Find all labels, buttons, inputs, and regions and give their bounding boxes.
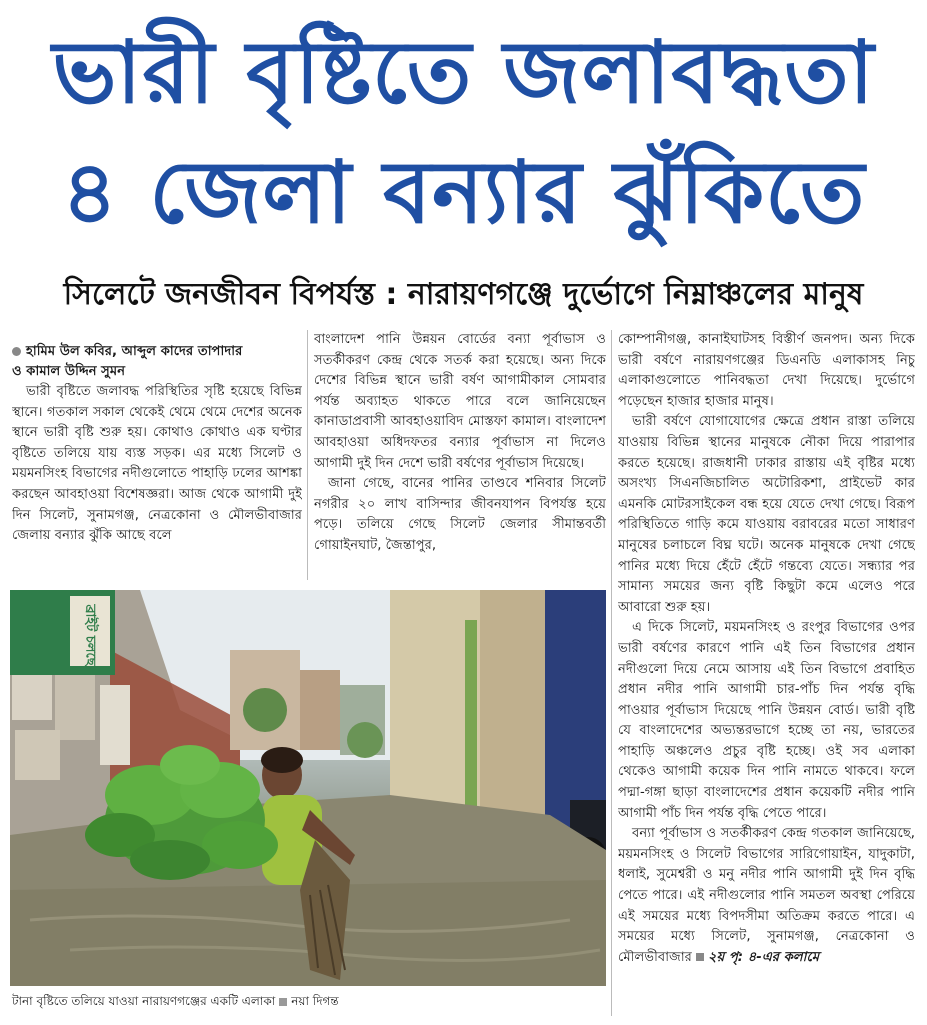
paragraph-text: বন্যা পূর্বাভাস ও সতর্কীকরণ কেন্দ্র গতকাল জানিয়েছে, ময়মনসিংহ ও সিলেট বিভাগের সারিগোয়াইন, যাদুকাটা, ধলাই, সুমেশ্বরী ও মনু নদীর পানি আগামী দুই দিন বৃদ্ধি পেতে পারে। এই নদীগুলোর পানি সমতল অবস্থা পেরিয়ে এই সময়ের মধ্যে বিপদসীমা অতিক্রম করতে পারে। এ সময়ের মধ্যে সিলেট, সুনামগঞ্জ, নেত্রকোনা ও মৌলভীবাজার	[618, 826, 915, 965]
article-column-1	[12, 342, 302, 580]
paragraph: ভারী বর্ষণে যোগাযোগের ক্ষেত্রে প্রধান রাস্তা তলিয়ে যাওয়ায় বিভিন্ন স্থানের মানুষকে নৌকা দিয়ে পারাপার করতে হয়েছে। রাজধানী ঢাকার রাস্তায় এই বৃষ্টির মধ্যে অসংখ্য সিএনজিচালিত অটোরিকশা, প্রাইভেট কার এমনকি মোটরসাইকেল বন্ধ হয়ে যেতে দেখা গেছে। বিরূপ পরিস্থিতিতে গাড়ি কমে যাওয়ায় বরাবরের মতো সাধারণ মানুষের চলাচলে বিঘ্ন ঘটে। অনেক মানুষকে দেখা গেছে পানির মধ্যে দিয়ে হেঁটে হেঁটে গন্তব্যে যেতে। সন্ধ্যার পর সামান্য সময়ের জন্য বৃষ্টি কিছুটা কমে এলেও পরে আবারো শুরু হয়।	[618, 414, 915, 615]
byline-line-1: হামিম উল কবির, আব্দুল কাদের তাপাদার	[26, 344, 243, 359]
paragraph	[618, 824, 915, 968]
photo-caption	[12, 993, 606, 1009]
square-bullet-icon	[279, 998, 287, 1006]
paragraph: ভারী বৃষ্টিতে জলাবদ্ধ পরিস্থিতির সৃষ্টি হয়েছে বিভিন্ন স্থানে। গতকাল সকাল থেকেই থেমে থেমে দেশের অনেক স্থানে ভারী বৃষ্টি শুরু হয়। কোথাও কোথাও এক ঘণ্টার বৃষ্টিতে তলিয়ে যায় ব্যস্ত সড়ক। এর মধ্যে সিলেট ও ময়মনসিংহ বিভাগের নদীগুলোতে পাহাড়ি ঢলের আশঙ্কা করছেন আবহাওয়া বিশেষজ্ঞরা। আজ থেকে আগামী দুই দিন সিলেট, সুনামগঞ্জ, নেত্রকোনা ও মৌলভীবাজার জেলায় বন্যার ঝুঁকি আছে বলে	[12, 384, 302, 544]
paragraph: বাংলাদেশ পানি উন্নয়ন বোর্ডের বন্যা পূর্বাভাস ও সতর্কীকরণ কেন্দ্র থেকে সতর্ক করা হয়েছে। অন্য দিকে দেশের বিভিন্ন স্থানে ভারী বর্ষণ আগামীকাল সোমবার পর্যন্ত অব্যাহত থাকতে পারে বলে জানিয়েছেন কানাডাপ্রবাসী আবহাওয়াবিদ মোস্তফা কামাল। বাংলাদেশ আবহাওয়া অধিদফতর বন্যার পূর্বাভাস না দিলেও আগামী দুই দিন দেশে ভারী বর্ষণের পূর্বাভাস দিয়েছে।	[314, 332, 606, 471]
headline-line-1: ভারী বৃষ্টিতে জলাবদ্ধতা	[52, 23, 875, 123]
square-bullet-icon	[696, 953, 704, 961]
paragraph: জানা গেছে, বানের পানির তাণ্ডবে শনিবার সিলেট নগরীর ২০ লাখ বাসিন্দার জীবনযাপন বিপর্যস্ত হয়ে পড়ে। তলিয়ে গেছে সিলেট জেলার সীমান্তবর্তী গোয়াইনঘাট, জৈন্তাপুর,	[314, 476, 606, 553]
article-column-3	[618, 330, 915, 1016]
photo-credit: নয়া দিগন্ত	[291, 994, 339, 1008]
byline	[12, 342, 302, 382]
sign-text: ব্রাইট চলছে	[82, 604, 98, 666]
paragraph: এ দিকে সিলেট, ময়মনসিংহ ও রংপুর বিভাগের ওপর ভারী বর্ষণের কারণে পানি এই তিন বিভাগের প্রধান নদীগুলো দিয়ে নেমে আসায় এই তিন বিভাগে প্রবাহিত প্রধান নদীর পানি আগামী চার-পাঁচ দিন পর্যন্ত বৃদ্ধি পাওয়ার পূর্বাভাস দিয়েছে পানি উন্নয়ন বোর্ড। ভারী বৃষ্টি যে বাংলাদেশের অভ্যন্তরভাগে হচ্ছে তা নয়, ভারতের পাহাড়ি অঞ্চলেও প্রচুর বৃষ্টি হচ্ছে। ওই সব এলাকা থেকেও আগামী কয়েক দিন পানি নামতে থাকবে। ফলে পদ্মা-গঙ্গা ছাড়া বাংলাদেশের প্রধান কয়েকটি নদীর পানি আগামী পাঁচ দিন পর্যন্ত বৃদ্ধি পেতে পারে।	[618, 620, 915, 821]
sub-headline: সিলেটে জনজীবন বিপর্যস্ত : নারায়ণগঞ্জে দুর্ভোগে নিম্নাঞ্চলের মানুষ	[63, 277, 864, 312]
flooded-street-illustration	[10, 590, 606, 986]
continuation-note[interactable]: ২য় পৃ: ৪-এর কলামে	[707, 949, 820, 965]
headline-line-2: ৪ জেলা বন্যার ঝুঁকিতে	[61, 143, 866, 243]
paragraph: কোম্পানীগঞ্জ, কানাইঘাটসহ বিস্তীর্ণ জনপদ। অন্য দিকে ভারী বর্ষণে নারায়ণগঞ্জের ডিএনডি এলাকাসহ নিচু এলাকাগুলোতে পানিবদ্ধতা দেখা দিয়েছে। দুর্ভোগে পড়েছেন হাজার হাজার মানুষ।	[618, 332, 915, 409]
column-divider	[611, 330, 612, 1016]
caption-text: টানা বৃষ্টিতে তলিয়ে যাওয়া নারায়ণগঞ্জের একটি এলাকা	[12, 994, 276, 1008]
column-divider	[307, 330, 308, 580]
article-column-2	[314, 330, 606, 580]
bullet-icon	[12, 347, 21, 356]
news-photo	[10, 590, 606, 986]
byline-line-2: ও কামাল উদ্দিন সুমন	[12, 364, 126, 379]
